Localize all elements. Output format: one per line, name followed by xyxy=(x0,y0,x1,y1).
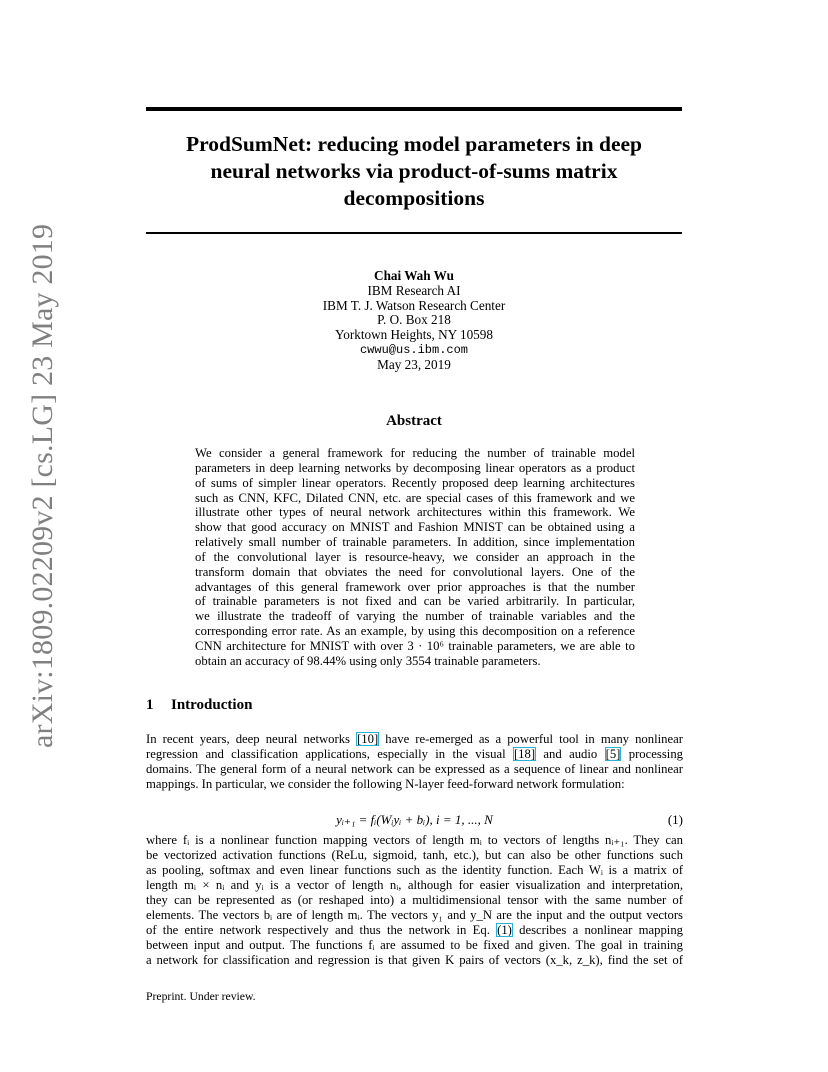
paragraph-line: as pooling, softmax and even linear functions such as the identity function. Each Wᵢ is a matrix of xyxy=(146,863,683,877)
title-line: ProdSumNet: reducing model parameters in deep xyxy=(185,132,643,156)
abstract-line: advantages of this general framework over prior approaches is that the number xyxy=(195,579,635,594)
paragraph-line: regression and classification applications, especially in the visual [18] and audio [5] processing xyxy=(146,747,684,761)
author-affiliation: IBM Research AI xyxy=(367,282,461,298)
title-top-rule xyxy=(146,107,682,111)
abstract-line: of the convolutional layer is resource-heavy, we consider an approach in the xyxy=(195,549,635,564)
citation-link[interactable]: [10] xyxy=(357,732,379,746)
citation-link[interactable]: [18] xyxy=(513,747,536,761)
abstract-line: We consider a general framework for reducing the number of trainable model xyxy=(195,446,635,460)
abstract-line: of sums of simpler linear operators. Recently proposed deep learning architectures xyxy=(195,475,635,490)
paper-date: May 23, 2019 xyxy=(377,356,451,372)
paragraph-line: where fᵢ is a nonlinear function mapping vectors of length mᵢ to vectors of lengths nᵢ₊₁. They can xyxy=(146,833,683,847)
abstract-line: such as CNN, KFC, Dilated CNN, etc. are special cases of this framework and we xyxy=(195,490,635,505)
paragraph-line: between input and output. The functions fᵢ are assumed to be fixed and given. The goal in training xyxy=(146,938,683,952)
equation-reference-link[interactable]: (1) xyxy=(497,923,512,937)
equation-number: (1) xyxy=(667,812,683,827)
abstract-line: of trainable parameters is not fixed and can be varied arbitrarily. In particular, xyxy=(195,594,635,609)
paragraph-line: In recent years, deep neural networks [10] have re-emerged as a powerful tool in many nonlinear xyxy=(146,732,683,746)
preprint-footer: Preprint. Under review. xyxy=(146,990,256,1003)
author-block xyxy=(146,269,682,373)
section-heading-introduction xyxy=(146,697,252,714)
section-title: Introduction xyxy=(171,697,253,713)
author-address: P. O. Box 218 xyxy=(377,312,451,328)
abstract-body xyxy=(195,446,635,669)
paragraph-line: mappings. In particular, we consider the following N-layer feed-forward network formulation: xyxy=(146,777,625,791)
abstract-line: we illustrate the tradeoff of varying the number of trainable variables and the xyxy=(195,609,635,624)
equation-body: yᵢ₊₁ = fᵢ(Wᵢyᵢ + bᵢ), i = 1, ..., N xyxy=(336,812,493,827)
abstract-line: corresponding error rate. As an example, by using this decomposition on a reference xyxy=(195,624,635,639)
abstract-line: show that good accuracy on MNIST and Fashion MNIST can be obtained using a xyxy=(195,520,635,535)
title-bottom-rule xyxy=(146,232,682,234)
intro-paragraph-1 xyxy=(146,732,683,792)
abstract-line: illustrate other types of neural network architectures within this framework. We xyxy=(195,505,635,520)
abstract-line: parameters in deep learning networks by decomposing linear operators as a product xyxy=(195,460,635,475)
author-affiliation: IBM T. J. Watson Research Center xyxy=(322,297,506,313)
paragraph-line: elements. The vectors bᵢ are of length mᵢ. The vectors y₁ and y_N are the input and the output vectors xyxy=(146,908,683,922)
author-address: Yorktown Heights, NY 10598 xyxy=(335,327,493,343)
intro-paragraph-2 xyxy=(146,833,683,968)
equation-1 xyxy=(146,812,683,828)
citation-link[interactable]: [5] xyxy=(605,747,621,761)
paragraph-line: length mᵢ × nᵢ and yᵢ is a vector of length nᵢ, although for easier visualization and interpretation, xyxy=(146,878,683,892)
abstract-line: relatively small number of trainable parameters. In addition, since implementation xyxy=(195,535,635,550)
abstract-line: obtain an accuracy of 98.44% using only 3554 trainable parameters. xyxy=(195,653,541,668)
arxiv-identifier-stamp: arXiv:1809.02209v2 [cs.LG] 23 May 2019 xyxy=(26,223,59,748)
abstract-heading: Abstract xyxy=(386,413,442,429)
paragraph-line: be vectorized activation functions (ReLu, sigmoid, tanh, etc.), but can also be other functions such xyxy=(146,848,683,862)
title-line: neural networks via product-of-sums matrix xyxy=(210,159,618,183)
paper-title xyxy=(146,131,682,212)
title-line: decompositions xyxy=(343,186,485,210)
author-name: Chai Wah Wu xyxy=(374,268,454,283)
section-number: 1 xyxy=(146,697,154,713)
paragraph-line: a network for classification and regression is that given K pairs of vectors (x_k, z_k), find the set of xyxy=(146,953,683,967)
paragraph-line: domains. The general form of a neural network can be expressed as a sequence of linear and nonlinear xyxy=(146,762,683,776)
paragraph-line: they can be represented as (or reshaped into) a multidimensional tensor with the same number of xyxy=(146,893,683,907)
abstract-line: transform domain that obviates the need for convolutional layers. One of the xyxy=(195,564,635,579)
author-email[interactable]: cwwu@us.ibm.com xyxy=(359,342,469,357)
abstract-line: CNN architecture for MNIST with over 3 · 10⁶ trainable parameters, we are able to xyxy=(195,638,635,653)
paragraph-line: of the entire network respectively and thus the network in Eq. (1) describes a nonlinear mapping xyxy=(146,923,684,937)
